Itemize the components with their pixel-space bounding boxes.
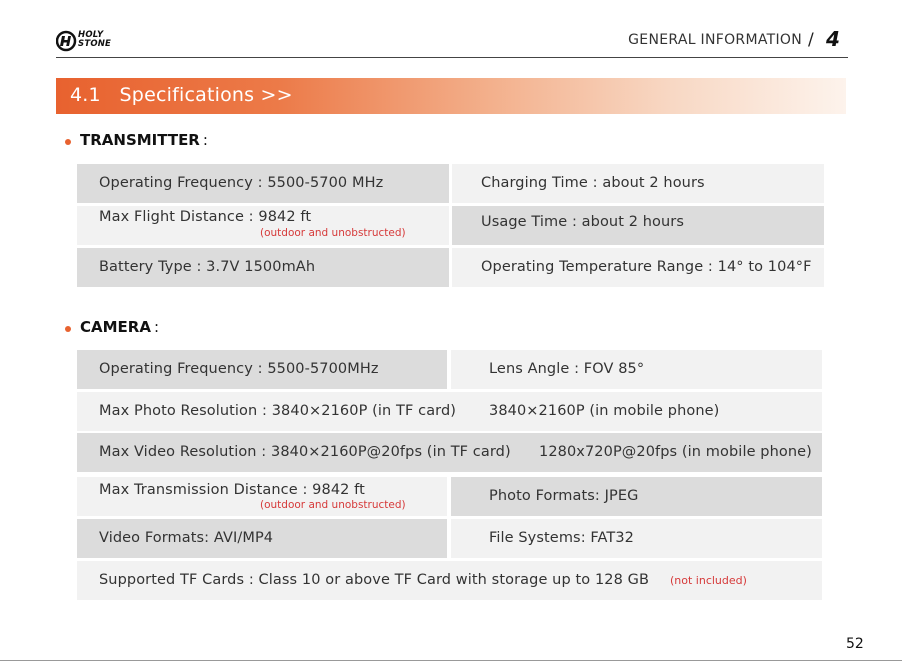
logo-text: HOLY STONE: [78, 30, 112, 49]
transmitter-battery-text: Battery Type : 3.7V 1500mAh: [99, 259, 316, 275]
chapter-number: 4: [826, 27, 840, 51]
camera-cell-video-resolution: [77, 433, 822, 472]
camera-heading-colon: :: [153, 318, 160, 336]
header-divider: [56, 57, 848, 58]
transmitter-flight-distance-note: (outdoor and unobstructed): [260, 227, 406, 239]
camera-transmission-text: Max Transmission Distance : 9842 ft: [99, 482, 365, 498]
camera-tf-cards-text: Supported TF Cards : Class 10 or above TF Card with storage up to 128 GB: [99, 572, 650, 588]
camera-video-resolution-text: Max Video Resolution : 3840×2160P@20fps (in TF card): [99, 444, 511, 460]
header-slash: /: [808, 30, 814, 50]
transmitter-heading: [80, 130, 208, 149]
transmitter-flight-distance-text: Max Flight Distance : 9842 ft: [99, 209, 312, 225]
camera-cell-frequency: [77, 350, 447, 389]
header-title: GENERAL INFORMATION: [628, 32, 802, 48]
transmitter-bullet: [65, 139, 71, 145]
section-title: [70, 84, 293, 106]
footer-divider: [0, 660, 902, 661]
section-label: Specifications >>: [119, 84, 293, 106]
camera-photo-resolution-text: Max Photo Resolution : 3840×2160P (in TF card): [99, 403, 457, 419]
transmitter-frequency-text: Operating Frequency : 5500-5700 MHz: [99, 175, 384, 191]
camera-cell-photo-resolution: [77, 392, 822, 431]
camera-frequency-text: Operating Frequency : 5500-5700MHz: [99, 361, 379, 377]
camera-cell-file-systems: [451, 519, 822, 558]
camera-cell-video-formats: [77, 519, 447, 558]
transmitter-cell-usage: [452, 206, 824, 245]
camera-cell-lens: [451, 350, 822, 389]
transmitter-heading-label: TRANSMITTER: [80, 131, 200, 149]
transmitter-heading-colon: :: [202, 131, 208, 149]
camera-cell-transmission: [77, 477, 447, 516]
transmitter-cell-battery: [77, 248, 449, 287]
camera-lens-text: Lens Angle : FOV 85°: [489, 361, 645, 377]
transmitter-cell-charging: [452, 164, 824, 203]
camera-video-resolution-phone-text: 1280x720P@20fps (in mobile phone): [539, 444, 812, 460]
transmitter-charging-text: Charging Time : about 2 hours: [481, 175, 705, 191]
transmitter-temperature-text: Operating Temperature Range : 14° to 104°F: [481, 259, 812, 275]
camera-cell-tf-cards: [77, 561, 822, 600]
transmitter-cell-temperature: [452, 248, 824, 287]
camera-bullet: [65, 326, 71, 332]
camera-photo-formats-text: Photo Formats: JPEG: [489, 488, 639, 504]
camera-cell-photo-formats: [451, 477, 822, 516]
camera-video-formats-text: Video Formats: AVI/MP4: [99, 530, 274, 546]
camera-heading: [80, 317, 159, 336]
page-number: 52: [846, 636, 864, 652]
camera-file-systems-text: File Systems: FAT32: [489, 530, 635, 546]
transmitter-cell-frequency: [77, 164, 449, 203]
camera-heading-label: CAMERA: [80, 318, 151, 336]
transmitter-cell-flight-distance: [77, 206, 449, 245]
camera-tf-cards-note: (not included): [670, 574, 747, 587]
section-number: 4.1: [70, 84, 101, 106]
camera-transmission-note: (outdoor and unobstructed): [260, 499, 406, 511]
holy-stone-logo: [56, 30, 116, 52]
transmitter-usage-text: Usage Time : about 2 hours: [481, 214, 685, 230]
camera-photo-resolution-phone-text: 3840×2160P (in mobile phone): [489, 403, 720, 419]
